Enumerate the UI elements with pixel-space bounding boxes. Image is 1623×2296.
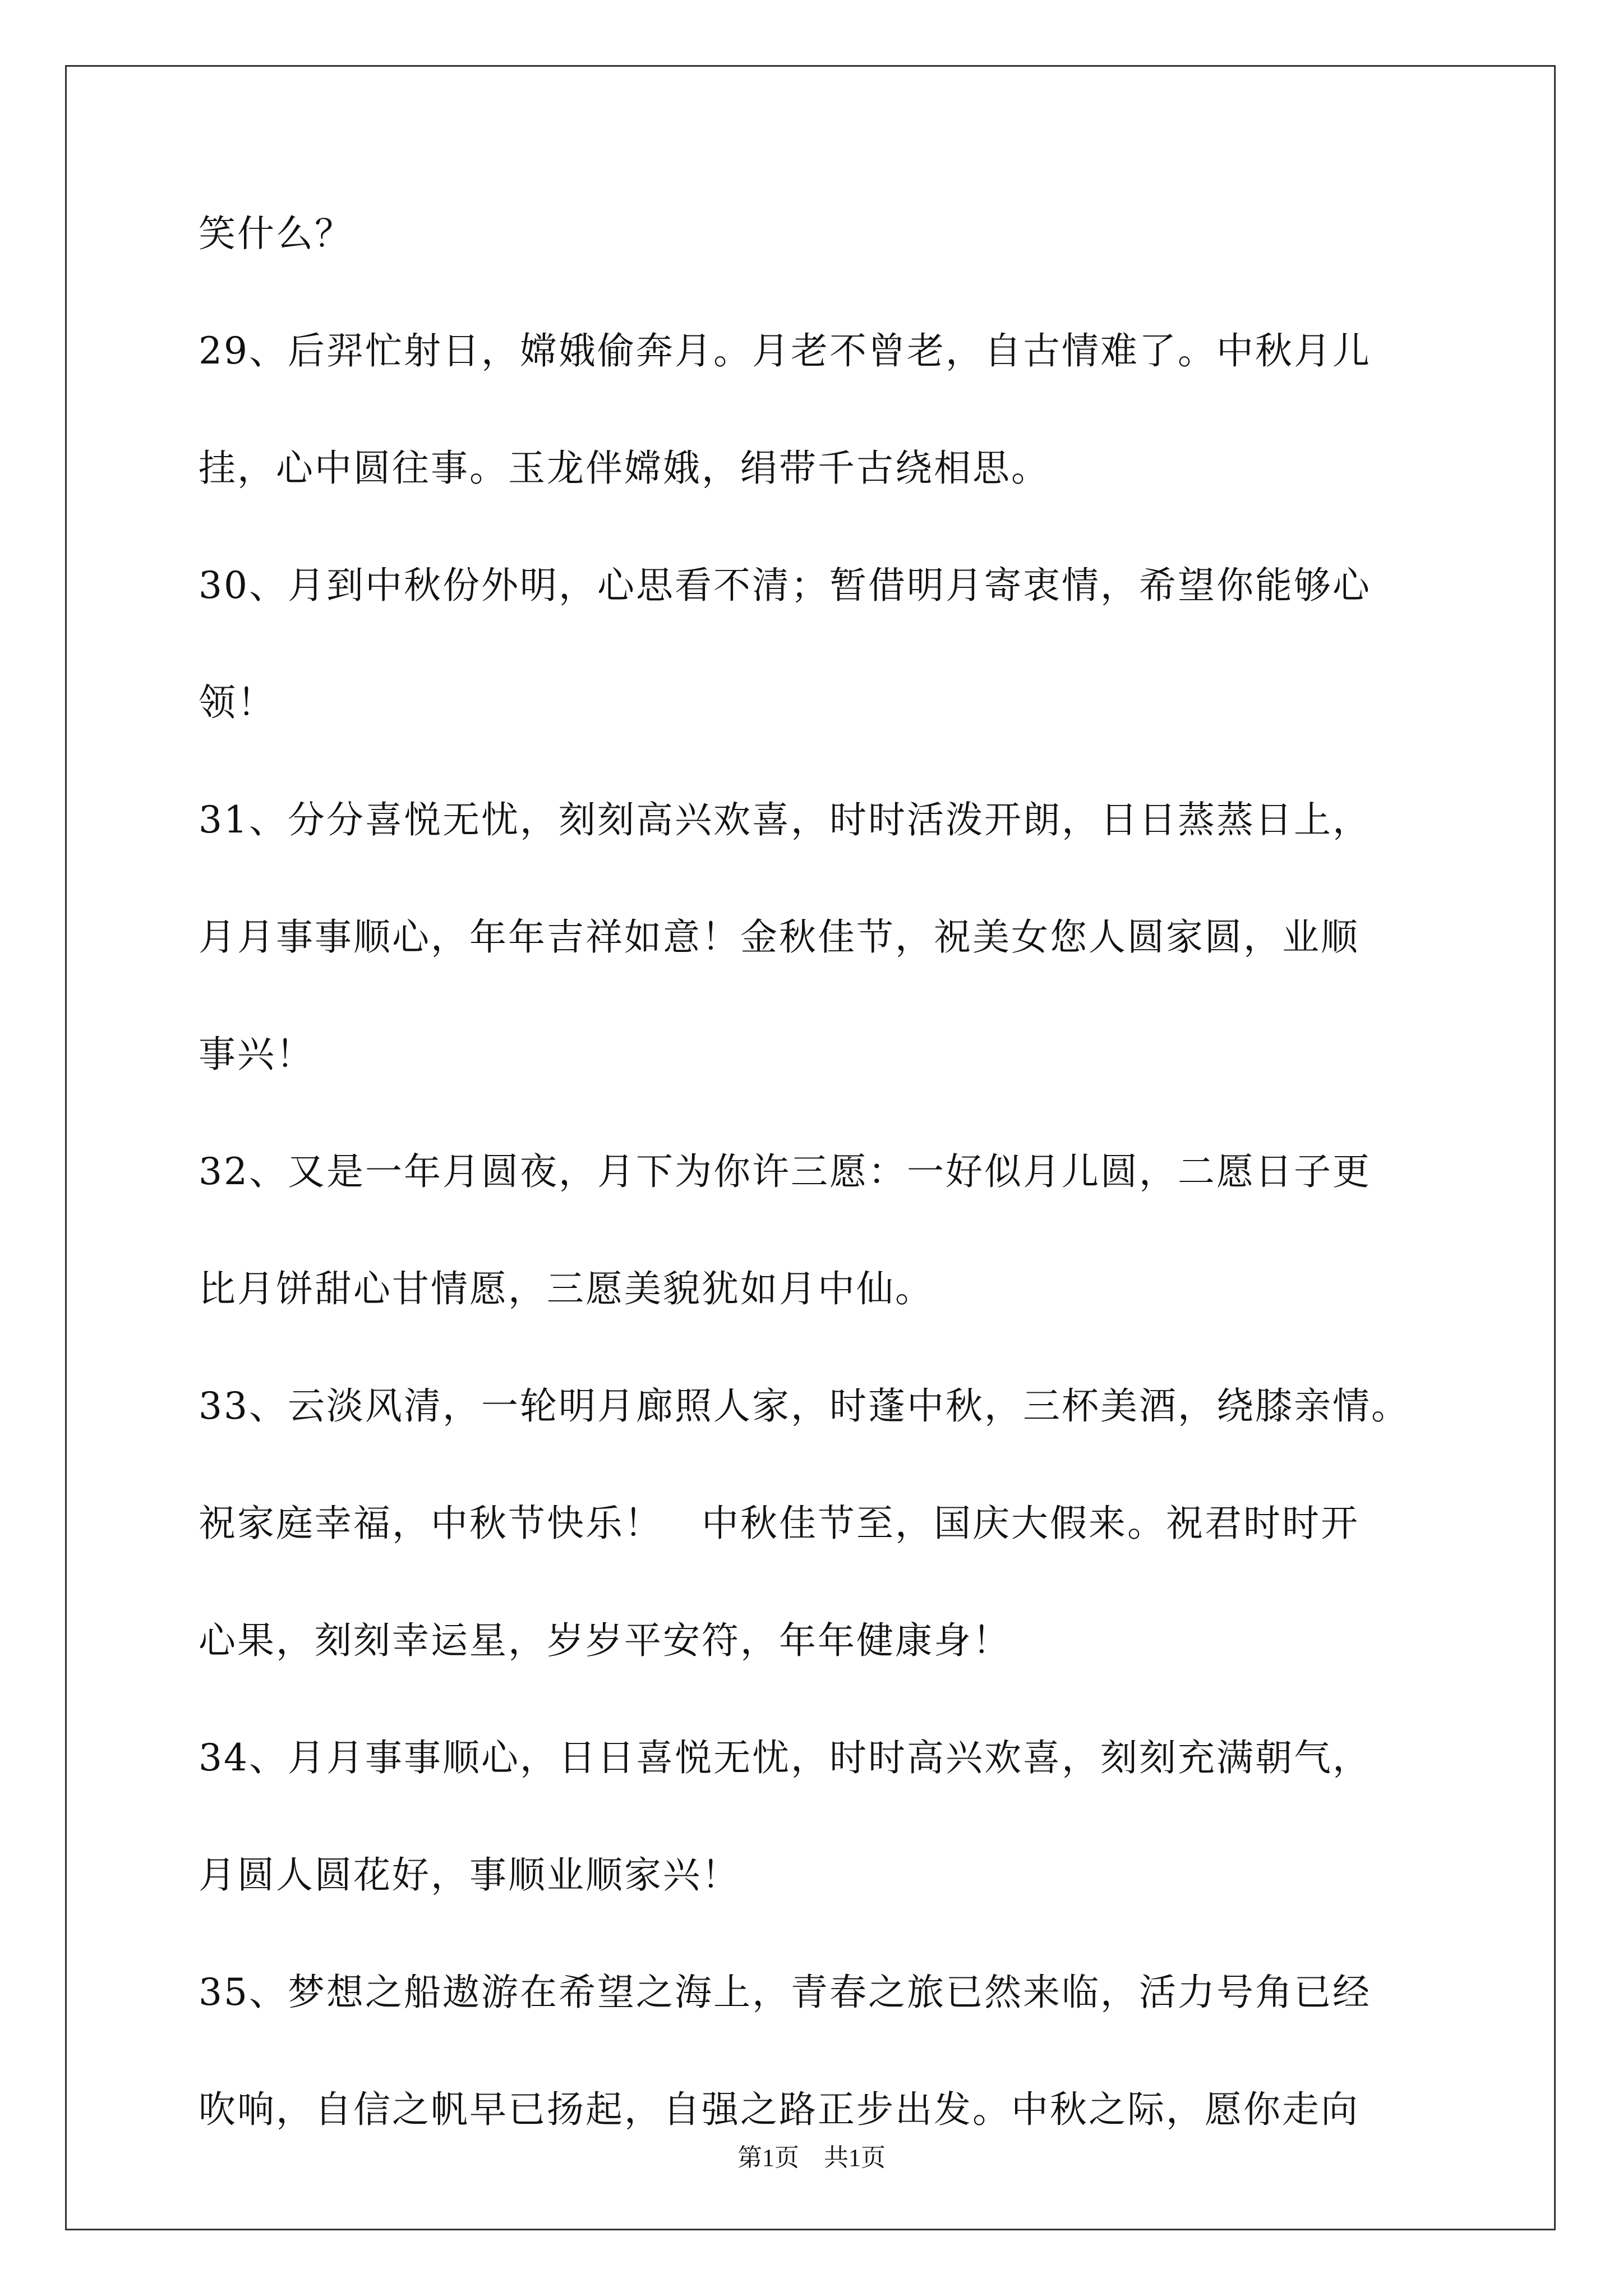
text-line: 事兴！ — [199, 1033, 315, 1076]
text-line: 祝家庭幸福，中秋节快乐！ 中秋佳节至，国庆大假来。祝君时时开 — [199, 1502, 1359, 1545]
text-line: 31、分分喜悦无忧，刻刻高兴欢喜，时时活泼开朗，日日蒸蒸日上， — [199, 798, 1371, 841]
text-line: 30、月到中秋份外明，心思看不清；暂借明月寄衷情，希望你能够心 — [199, 564, 1371, 607]
text-line: 32、又是一年月圆夜，月下为你许三愿：一好似月儿圆，二愿日子更 — [199, 1150, 1371, 1193]
text-line: 吹响，自信之帆早已扬起，自强之路正步出发。中秋之际，愿你走向 — [199, 2088, 1359, 2131]
text-line: 领！ — [199, 681, 276, 724]
text-line: 29、后羿忙射日，嫦娥偷奔月。月老不曾老，自古情难了。中秋月儿 — [199, 329, 1371, 372]
text-line: 月月事事顺心，年年吉祥如意！金秋佳节，祝美女您人圆家圆，业顺 — [199, 915, 1359, 959]
document-body — [199, 209, 1488, 2168]
text-line: 33、云淡风清，一轮明月廊照人家，时蓬中秋，三杯美酒，绕膝亲情。 — [199, 1384, 1410, 1428]
text-line: 笑什么？ — [199, 212, 353, 255]
text-line: 挂，心中圆往事。玉龙伴嫦娥，绢带千古绕相思。 — [199, 447, 1050, 490]
text-line: 比月饼甜心甘情愿，三愿美貌犹如月中仙。 — [199, 1267, 934, 1310]
text-line: 35、梦想之船遨游在希望之海上，青春之旅已然来临，活力号角已经 — [199, 1971, 1371, 2014]
text-line: 心果，刻刻幸运星，岁岁平安符，年年健康身！ — [199, 1619, 1011, 1662]
text-line: 34、月月事事顺心，日日喜悦无忧，时时高兴欢喜，刻刻充满朝气， — [199, 1736, 1371, 1779]
page-number-footer: 第1页 共1页 — [737, 2144, 886, 2171]
text-line: 月圆人圆花好，事顺业顺家兴！ — [199, 1853, 740, 1897]
